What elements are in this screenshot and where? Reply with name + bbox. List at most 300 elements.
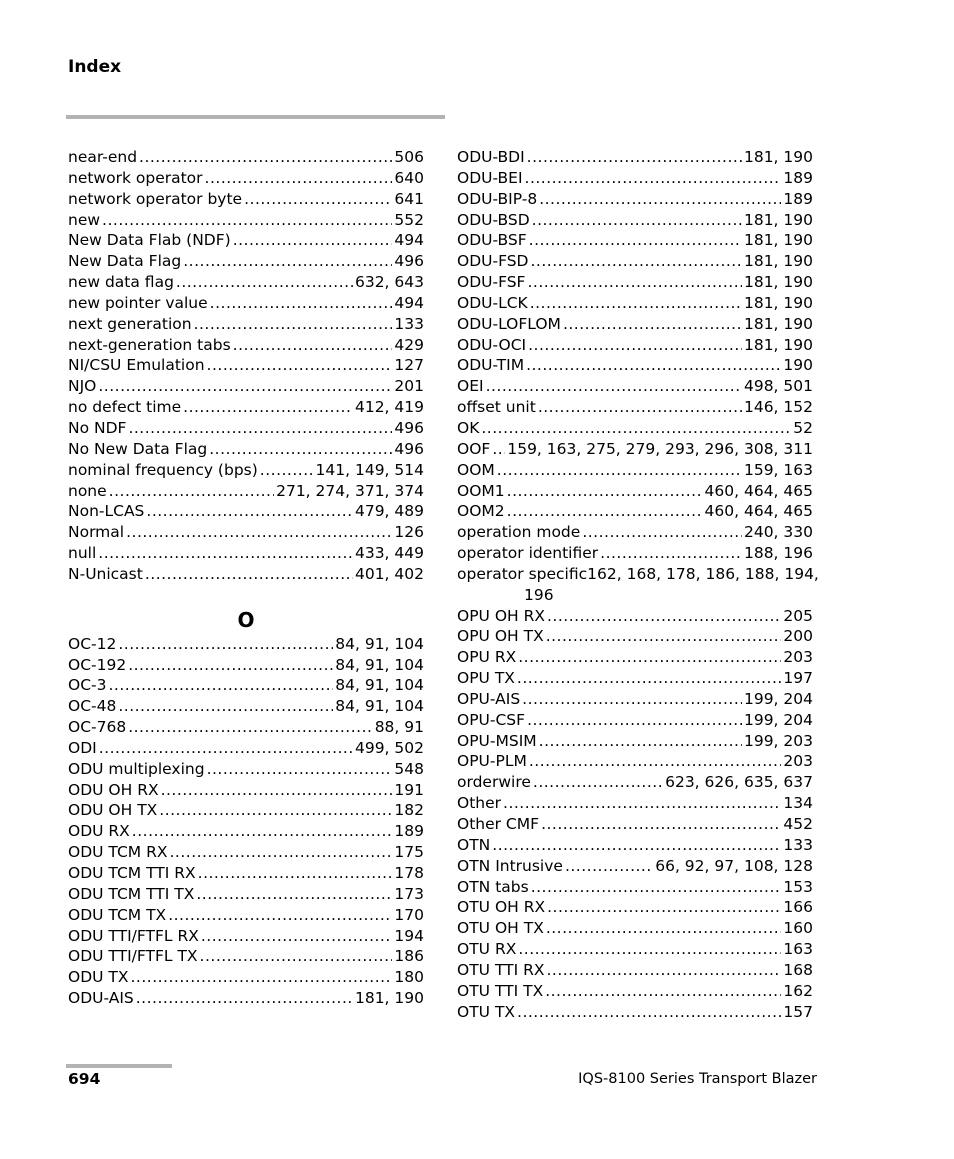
index-entry [457, 522, 813, 543]
index-entry [68, 842, 424, 863]
entry-text-line: operator specific162, 168, 178, 186, 188, 194, [457, 564, 819, 583]
entry-pages: 632, 643 [354, 273, 424, 292]
dot-leader [169, 842, 392, 863]
entry-pages: 181, 190 [743, 148, 813, 166]
index-entry [68, 460, 424, 481]
entry-term: OPU-CSF [457, 710, 526, 729]
dot-leader [200, 946, 393, 967]
entry-term: No NDF [68, 418, 127, 437]
entry-term: OC-3 [68, 676, 107, 695]
entry-term: ODU TCM TTI RX [68, 864, 196, 882]
index-entry [68, 696, 424, 717]
index-entry [457, 710, 813, 731]
footer-divider [66, 1064, 172, 1068]
entry-term: Other CMF [457, 815, 540, 833]
index-entry [68, 439, 424, 460]
entry-term: OPU-MSIM [457, 731, 537, 750]
dot-leader [233, 335, 393, 356]
entry-pages: 498, 501 [743, 377, 813, 396]
dot-leader [128, 418, 392, 439]
entry-pages-continued: 196 [524, 585, 554, 604]
entry-pages: 160 [783, 919, 813, 938]
dot-leader [146, 501, 353, 522]
entry-term: ODU TCM TTI TX [68, 884, 195, 903]
dot-leader [210, 293, 393, 314]
entry-term: ODU TCM RX [68, 843, 168, 862]
entry-pages: 194 [394, 926, 424, 945]
entry-pages: 191 [394, 780, 424, 799]
entry-pages: 133 [783, 835, 813, 854]
dot-leader [547, 606, 781, 627]
index-entry [457, 314, 813, 335]
entry-pages: 170 [394, 905, 424, 924]
entry-term: Other [457, 794, 502, 813]
index-entry [457, 168, 813, 189]
entry-term: ODU-LOFLOM [457, 314, 561, 333]
entry-pages: 189 [394, 822, 424, 841]
entries-n-list [68, 147, 424, 585]
index-entry [68, 821, 424, 842]
entry-term: New Data Flag [68, 252, 182, 271]
entry-pages: 181, 190 [743, 273, 813, 292]
index-entry-operator-specific [457, 564, 819, 606]
entry-term: ODU-OCI [457, 335, 527, 354]
entry-term: ODU-BSD [457, 210, 530, 229]
index-entry [457, 814, 813, 835]
entry-term: No New Data Flag [68, 439, 208, 458]
dot-leader [517, 668, 782, 689]
entry-term: ODU RX [68, 822, 130, 841]
entry-pages: 153 [783, 877, 813, 896]
dot-leader [233, 230, 393, 251]
dot-leader [486, 376, 742, 397]
index-entry [68, 189, 424, 210]
index-entry [68, 988, 424, 1009]
entry-pages: 157 [783, 1002, 813, 1021]
entry-term: next generation [68, 314, 192, 333]
entry-term: ODU-BEI [457, 168, 523, 187]
dot-leader [533, 772, 663, 793]
dot-leader [194, 314, 393, 335]
entry-term: new [68, 210, 101, 229]
entry-pages: 494 [394, 293, 424, 312]
entry-term: OTU RX [457, 940, 517, 959]
dot-leader [131, 967, 393, 988]
entry-term: OC-192 [68, 655, 127, 674]
entry-pages: 84, 91, 104 [335, 697, 424, 716]
index-entry [457, 751, 813, 772]
entry-term: ODU TCM TX [68, 905, 167, 924]
entry-pages: 496 [394, 418, 424, 437]
index-entry [457, 835, 813, 856]
entry-term: offset unit [457, 398, 536, 417]
index-entry [457, 376, 813, 397]
dot-leader [118, 634, 333, 655]
entry-term: OOM [457, 460, 495, 479]
entry-term: new pointer value [68, 293, 208, 312]
index-entry [457, 689, 813, 710]
entry-pages: 175 [394, 843, 424, 862]
entry-pages: 200 [783, 627, 813, 646]
entry-pages: 203 [783, 648, 813, 667]
dot-leader [159, 800, 392, 821]
dot-leader [600, 543, 742, 564]
dot-leader [528, 335, 742, 356]
index-entry [457, 897, 813, 918]
entry-pages: 166 [783, 898, 813, 917]
dot-leader [527, 272, 741, 293]
entry-term: ODU multiplexing [68, 759, 205, 778]
entry-pages: 134 [783, 794, 813, 813]
header-divider [66, 115, 445, 119]
index-entry [457, 731, 813, 752]
index-entry [457, 960, 813, 981]
index-entry [68, 314, 424, 335]
dot-leader [201, 926, 393, 947]
entry-pages: 499, 502 [354, 738, 424, 757]
dot-leader [503, 793, 781, 814]
dot-leader [529, 230, 742, 251]
dot-leader [527, 710, 742, 731]
entry-pages: 181, 190 [354, 989, 424, 1008]
entry-term: OPU RX [457, 648, 517, 667]
index-entry [68, 738, 424, 759]
entry-pages: 181, 190 [743, 210, 813, 229]
dot-leader [522, 689, 742, 710]
dot-leader [207, 759, 393, 780]
dot-leader [545, 981, 781, 1002]
index-entry [457, 647, 813, 668]
entry-pages: 66, 92, 97, 108, 128 [655, 856, 813, 875]
entry-term: OPU OH RX [457, 606, 545, 625]
entry-term: OC-12 [68, 634, 117, 653]
index-entry [457, 772, 813, 793]
index-entry [68, 522, 424, 543]
dot-leader [99, 738, 353, 759]
dot-leader [108, 675, 333, 696]
entry-pages: 429 [394, 335, 424, 354]
dot-leader [126, 522, 392, 543]
entry-pages: 146, 152 [743, 398, 813, 417]
page-title: Index [68, 57, 122, 77]
index-entry [68, 376, 424, 397]
entry-pages: 181, 190 [743, 314, 813, 333]
entry-pages: 181, 190 [743, 293, 813, 312]
index-entry [457, 397, 813, 418]
index-entry [68, 230, 424, 251]
entry-pages: 133 [394, 314, 424, 333]
entry-term: New Data Flab (NDF) [68, 231, 231, 250]
entry-term: OTN tabs [457, 877, 529, 896]
entry-term: OTU OH RX [457, 898, 546, 917]
entry-term: OPU OH TX [457, 627, 544, 646]
dot-leader [128, 717, 372, 738]
entries-list-b [457, 606, 813, 1023]
entries-list-a [457, 147, 813, 564]
dot-leader [518, 647, 781, 668]
entry-pages: 552 [394, 210, 424, 229]
index-entry [68, 293, 424, 314]
entry-pages: 181, 190 [743, 231, 813, 250]
index-entry [457, 918, 813, 939]
index-entry [68, 481, 424, 502]
index-entry [68, 759, 424, 780]
entry-term: ODU-BDI [457, 148, 525, 166]
index-right-column [457, 147, 819, 1022]
index-entry [68, 634, 424, 655]
index-entry [68, 564, 424, 585]
index-entry [68, 501, 424, 522]
index-entry [68, 946, 424, 967]
entry-pages: 84, 91, 104 [335, 676, 424, 695]
index-entry [457, 230, 813, 251]
dot-leader [183, 397, 353, 418]
dot-leader [128, 655, 333, 676]
entry-pages: 168 [783, 960, 813, 979]
entry-pages: 181, 190 [743, 335, 813, 354]
entry-term: operator identifier [457, 544, 599, 563]
entry-term: ODI [68, 738, 97, 757]
index-entry [68, 800, 424, 821]
dot-leader [547, 897, 781, 918]
entry-pages: 173 [394, 884, 424, 903]
dot-leader [98, 376, 392, 397]
dot-leader [539, 189, 781, 210]
dot-leader [132, 821, 393, 842]
entry-term: ODU-FSD [457, 252, 529, 271]
entry-term: network operator byte [68, 189, 243, 208]
entry-term: OOM2 [457, 502, 505, 521]
entry-pages: 496 [394, 439, 424, 458]
index-entry [457, 668, 813, 689]
entry-term: OTN [457, 835, 491, 854]
dot-leader [196, 884, 392, 905]
entry-pages: 199, 204 [743, 689, 813, 708]
index-entry [68, 355, 424, 376]
dot-leader [532, 210, 742, 231]
entry-term: ODU OH RX [68, 780, 159, 799]
dot-leader [98, 543, 353, 564]
index-entry [68, 780, 424, 801]
entry-pages: 180 [394, 968, 424, 987]
index-entry [68, 335, 424, 356]
dot-leader [531, 877, 782, 898]
entry-term: OTU TTI RX [457, 960, 545, 979]
index-entry [457, 147, 813, 168]
entry-term: OC-48 [68, 697, 117, 716]
dot-leader [507, 481, 703, 502]
entry-pages: 203 [783, 752, 813, 771]
dot-leader [541, 814, 781, 835]
index-entry [68, 147, 424, 168]
index-entry [457, 793, 813, 814]
entry-pages: 84, 91, 104 [335, 655, 424, 674]
entry-term: OEI [457, 377, 484, 396]
entry-term: ODU TTI/FTFL RX [68, 926, 199, 945]
entry-term: ODU-TIM [457, 356, 525, 375]
entry-term: OOF [457, 439, 491, 458]
entry-term: OOM1 [457, 481, 505, 500]
entry-term: OC-768 [68, 718, 127, 737]
dot-leader [538, 397, 742, 418]
entry-term: network operator [68, 168, 203, 187]
dot-leader [118, 696, 333, 717]
entry-term: OPU-PLM [457, 752, 527, 771]
dot-leader [139, 147, 392, 168]
entry-term: operation mode [457, 523, 581, 542]
entry-pages: 205 [783, 606, 813, 625]
entry-pages: 271, 274, 371, 374 [276, 481, 424, 500]
index-entry [457, 856, 813, 877]
entry-term: NJO [68, 377, 97, 396]
entry-term: next-generation tabs [68, 335, 231, 354]
page-number: 694 [68, 1070, 101, 1088]
entry-pages: 84, 91, 104 [335, 634, 424, 653]
dot-leader [529, 751, 782, 772]
index-entry [457, 189, 813, 210]
entry-pages: 163 [783, 940, 813, 959]
entry-pages: 126 [394, 523, 424, 542]
dot-leader [527, 147, 742, 168]
dot-leader [492, 439, 505, 460]
entry-term: null [68, 544, 97, 563]
entry-term: ODU OH TX [68, 801, 158, 820]
entry-pages: 141, 149, 514 [315, 460, 424, 479]
dot-leader [168, 905, 392, 926]
entry-pages: 641 [394, 189, 424, 208]
dot-leader [492, 835, 781, 856]
dot-leader [183, 251, 392, 272]
entry-pages: 189 [783, 168, 813, 187]
index-entry [68, 884, 424, 905]
index-entry [457, 251, 813, 272]
entry-pages: 494 [394, 231, 424, 250]
dot-leader [209, 439, 392, 460]
entry-pages: 401, 402 [354, 564, 424, 583]
dot-leader [198, 863, 393, 884]
dot-leader [244, 189, 392, 210]
entry-term: ODU-BIP-8 [457, 189, 538, 208]
entry-term: OTU OH TX [457, 919, 544, 938]
entry-pages: 199, 203 [743, 731, 813, 750]
entry-pages: 623, 626, 635, 637 [665, 773, 813, 792]
section-letter-o: O [237, 607, 255, 632]
index-entry [457, 272, 813, 293]
dot-leader [539, 731, 742, 752]
index-entry [68, 272, 424, 293]
entry-pages: 506 [394, 148, 424, 166]
entry-term: OPU TX [457, 669, 515, 688]
index-entry [457, 210, 813, 231]
entry-term: OTN Intrusive [457, 856, 563, 875]
entry-term: ODU TTI/FTFL TX [68, 947, 198, 966]
index-entry [68, 655, 424, 676]
index-entry [68, 397, 424, 418]
entry-term: no defect time [68, 398, 182, 417]
index-entry [457, 418, 813, 439]
index-entry [457, 543, 813, 564]
entry-term: Normal [68, 523, 125, 542]
dot-leader [102, 210, 392, 231]
entry-term: ODU-AIS [68, 989, 134, 1008]
dot-leader [176, 272, 353, 293]
dot-leader [563, 314, 742, 335]
entry-term: OPU-AIS [457, 689, 521, 708]
entry-pages: 178 [394, 864, 424, 882]
dot-leader [497, 460, 742, 481]
entry-term: near-end [68, 148, 138, 166]
entry-pages: 190 [783, 356, 813, 375]
entry-pages: 201 [394, 377, 424, 396]
index-left-column [68, 147, 424, 1009]
dot-leader [525, 168, 782, 189]
entry-pages: 182 [394, 801, 424, 820]
entry-term: ODU-FSF [457, 273, 526, 292]
dot-leader [518, 939, 781, 960]
entry-pages: 640 [394, 168, 424, 187]
dot-leader [530, 293, 742, 314]
entry-pages: 159, 163, 275, 279, 293, 296, 308, 311 [507, 439, 813, 458]
entry-term: NI/CSU Emulation [68, 356, 205, 375]
dot-leader [205, 168, 393, 189]
document-title: IQS-8100 Series Transport Blazer [578, 1071, 817, 1087]
entry-term: nominal frequency (bps) [68, 460, 258, 479]
index-entry [68, 967, 424, 988]
dot-leader [547, 960, 782, 981]
entry-pages: 460, 464, 465 [704, 481, 813, 500]
index-entry [457, 626, 813, 647]
entry-term: ODU TX [68, 968, 129, 987]
entry-term: ODU-LCK [457, 293, 528, 312]
index-entry [68, 168, 424, 189]
entry-term: orderwire [457, 773, 531, 792]
entry-pages: 159, 163 [743, 460, 813, 479]
entry-pages: 496 [394, 252, 424, 271]
index-entry [68, 418, 424, 439]
dot-leader [136, 988, 353, 1009]
entry-pages: 240, 330 [743, 523, 813, 542]
index-entry [457, 877, 813, 898]
dot-leader [145, 564, 353, 585]
dot-leader [582, 522, 742, 543]
dot-leader [507, 501, 703, 522]
entry-term: OTU TX [457, 1002, 516, 1021]
entry-pages: 162 [783, 981, 813, 1000]
index-entry [457, 501, 813, 522]
entry-pages: 479, 489 [354, 502, 424, 521]
dot-leader [481, 418, 791, 439]
dot-leader [260, 460, 314, 481]
dot-leader [546, 626, 782, 647]
dot-leader [526, 355, 781, 376]
entry-pages: 88, 91 [374, 718, 424, 737]
dot-leader [517, 1002, 781, 1023]
index-entry [457, 939, 813, 960]
entry-pages: 433, 449 [354, 544, 424, 563]
entry-pages: 189 [783, 189, 813, 208]
entry-term: OTU TTI TX [457, 981, 544, 1000]
dot-leader [546, 918, 782, 939]
entry-term: none [68, 481, 107, 500]
index-entry [68, 863, 424, 884]
index-entry [457, 355, 813, 376]
entry-pages: 181, 190 [743, 252, 813, 271]
index-entry [457, 460, 813, 481]
index-entry [68, 210, 424, 231]
entry-term: Non-LCAS [68, 502, 145, 521]
dot-leader [565, 856, 653, 877]
entry-pages: 127 [394, 356, 424, 375]
